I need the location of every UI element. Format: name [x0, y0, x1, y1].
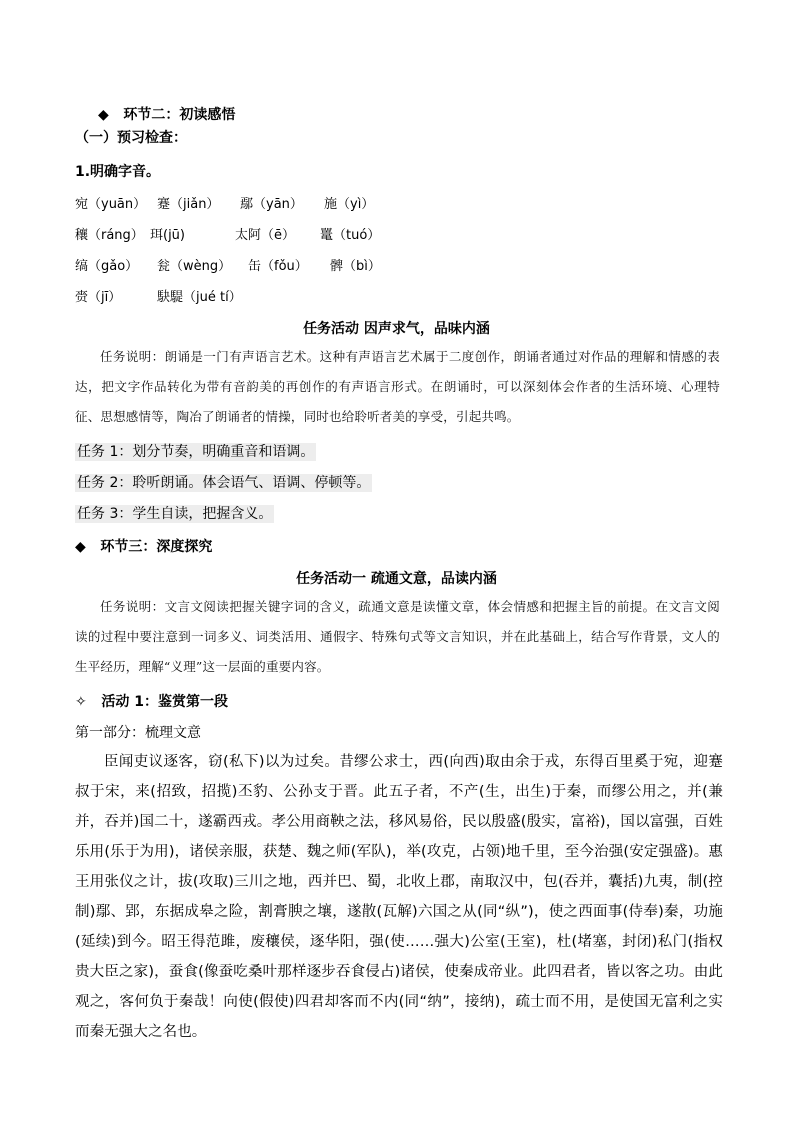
activity1-description: 任务说明：文言文阅读把握关键字词的含义，疏通文意是读懂文章，体会情感和把握主旨的前提。在文言文阅读的过程中要注意到一词多义、词类活用、通假字、特殊句式等文言知识，并在此基础上，结合写作背景，文人的生平经历，理解“义理”这一层面的重要内容。 — [75, 599, 720, 674]
activity1-title: 任务活动一 疏通文意，品读内涵 — [296, 571, 497, 587]
pinyin-item: 缶（fǒu） — [248, 259, 308, 274]
pinyin-item: 鼍（tuó） — [320, 228, 381, 243]
activity-title: 任务活动 因声求气，品味内涵 — [303, 321, 490, 337]
task-item: 任务 3：学生自读，把握含义。 — [77, 506, 273, 522]
pinyin-heading: 1.明确字音。 — [75, 164, 161, 180]
diamond-bullet-icon: ◆ — [98, 107, 109, 123]
diamond-bullet-icon: ◆ — [75, 539, 86, 555]
pinyin-item: 珥(jū) — [150, 228, 185, 243]
pinyin-row — [75, 224, 715, 244]
part-label: 第一部分：梳理文意 — [75, 725, 201, 741]
section3-heading — [75, 536, 212, 556]
activity-sub-heading — [75, 691, 228, 711]
pinyin-row — [75, 255, 715, 275]
task-item: 任务 2：聆听朗诵。体会语气、语调、停顿等。 — [77, 475, 371, 491]
pinyin-item: 瓮（wèng） — [157, 259, 232, 274]
pinyin-item: 缟（gǎo） — [75, 259, 139, 274]
section3-title: 环节三：深度探究 — [100, 539, 213, 555]
pinyin-row — [75, 193, 715, 213]
section2-heading — [98, 104, 235, 124]
pinyin-item: 髀（bì） — [330, 259, 381, 274]
activity-sub-title: 活动 1：鉴赏第一段 — [101, 694, 228, 710]
section2-title: 环节二：初读感悟 — [123, 107, 236, 123]
pinyin-item: 施（yì） — [324, 197, 375, 212]
task-item: 任务 1：划分节奏，明确重音和语调。 — [77, 444, 315, 460]
pinyin-item: 蹇（jiǎn） — [157, 197, 220, 212]
pinyin-item: 太阿（ē） — [235, 228, 295, 243]
pinyin-item: 穰（ráng） — [75, 228, 144, 243]
passage-paragraph: 臣闻吏议逐客，窃(私下)以为过矣。昔缪公求士，西(向西)取由余于戎，东得百里奚于宛，迎蹇叔于宋，来(招致，招揽)丕豹、公孙支于晋。此五子者，不产(生，出生)于秦，而缪公用之，并(兼并，吞并)国二十，遂霸西戎。孝公用商鞅之法，移风易俗，民以殷盛(殷实，富裕)，国以富强，百姓乐用(乐于为用)，诸侯亲服，获楚、魏之师(军队)，举(攻克，占领)地千里，至今治强(安定强盛)。惠王用张仪之计，拔(攻取)三川之地，西并巴、蜀，北收上郡，南取汉中，包(吞并，囊括)九夷，制(控制)鄢、郢，东据成皋之险，割膏腴之壤，遂散(瓦解)六国之从(同“纵”)，使之西面事(侍奉)秦，功施(延续)到今。昭王得范雎，废穰侯，逐华阳，强(使……强大)公室(王室)，杜(堵塞，封闭)私门(指权贵大臣之家)，蚕食(像蚕吃桑叶那样逐步吞食侵占)诸侯，使秦成帝业。此四君者，皆以客之功。由此观之，客何负于秦哉！向使(假使)四君却客而不内(同“纳”，接纳)，疏士而不用，是使国无富利之实而秦无强大之名也。 — [75, 754, 723, 1040]
pinyin-item: 宛（yuān） — [75, 197, 147, 212]
preview-heading: （一）预习检查： — [75, 130, 187, 146]
pinyin-item: 駃騠（jué tí） — [157, 290, 242, 305]
pinyin-item: 鄢（yān） — [240, 197, 303, 212]
pinyin-item: 赍（jī） — [75, 290, 122, 305]
activity-description: 任务说明：朗诵是一门有声语言艺术。这种有声语言艺术属于二度创作，朗诵者通过对作品的理解和情感的表达，把文字作品转化为带有音韵美的再创作的有声语言形式。在朗诵时，可以深刻体会作者的生活环境、心理特征、思想感情等，陶冶了朗诵者的情操，同时也给聆听者美的享受，引起共鸣。 — [75, 349, 720, 424]
pinyin-row — [75, 286, 715, 306]
sparkle-bullet-icon: ✧ — [75, 694, 87, 710]
